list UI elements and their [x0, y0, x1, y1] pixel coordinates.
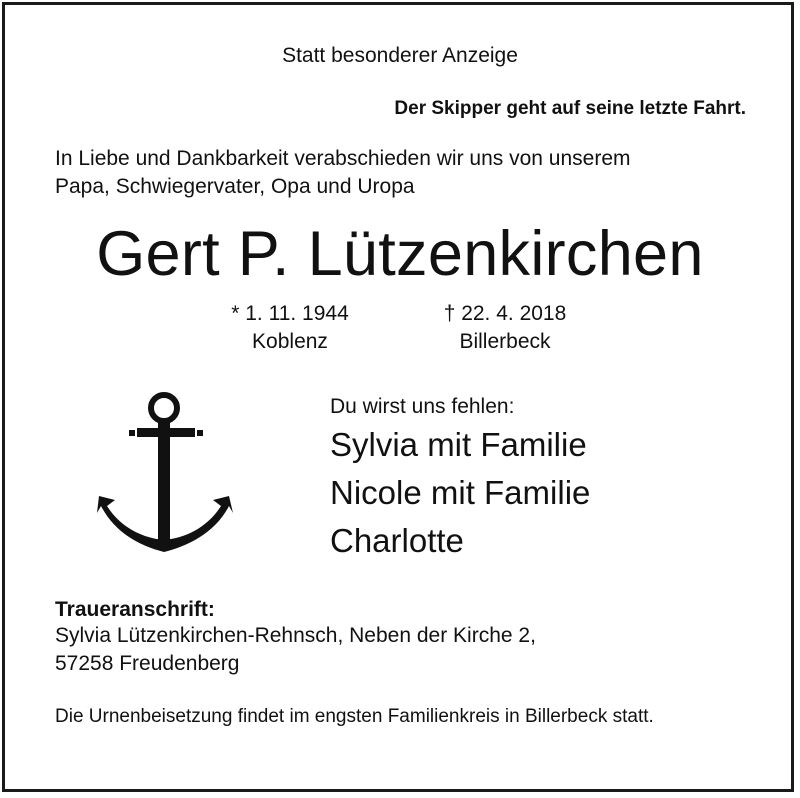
birth-info [190, 300, 390, 356]
burial-note: Die Urnenbeisetzung findet im engsten Familienkreis in Billerbeck statt. [55, 706, 654, 727]
farewell-line-2: Papa, Schwiegervater, Opa und Uropa [55, 175, 415, 198]
address-line-2: 57258 Freudenberg [55, 652, 240, 675]
death-date: † 22. 4. 2018 [443, 302, 567, 325]
motto-line: Der Skipper geht auf seine letzte Fahrt. [394, 98, 746, 119]
intro-line: Statt besonderer Anzeige [282, 44, 518, 67]
address-line-1: Sylvia Lützenkirchen-Rehnsch, Neben der Kirche 2, [55, 624, 536, 647]
birth-date: * 1. 11. 1944 [231, 302, 349, 325]
farewell-line-1: In Liebe und Dankbarkeit verabschieden wir uns von unserem [55, 147, 631, 170]
death-info [405, 300, 605, 356]
mourner-1: Sylvia mit Familie [330, 426, 587, 463]
farewell-text [55, 145, 631, 201]
death-place: Billerbeck [459, 330, 551, 353]
anchor-icon [95, 388, 240, 558]
miss-you-line: Du wirst uns fehlen: [330, 395, 515, 418]
address-block [55, 622, 536, 678]
mourner-2: Nicole mit Familie [330, 474, 591, 511]
birth-place: Koblenz [252, 330, 328, 353]
address-label: Traueranschrift: [55, 598, 215, 621]
deceased-name: Gert P. Lützenkirchen [96, 219, 704, 289]
mourners-list [330, 421, 590, 565]
mourner-3: Charlotte [330, 522, 464, 559]
